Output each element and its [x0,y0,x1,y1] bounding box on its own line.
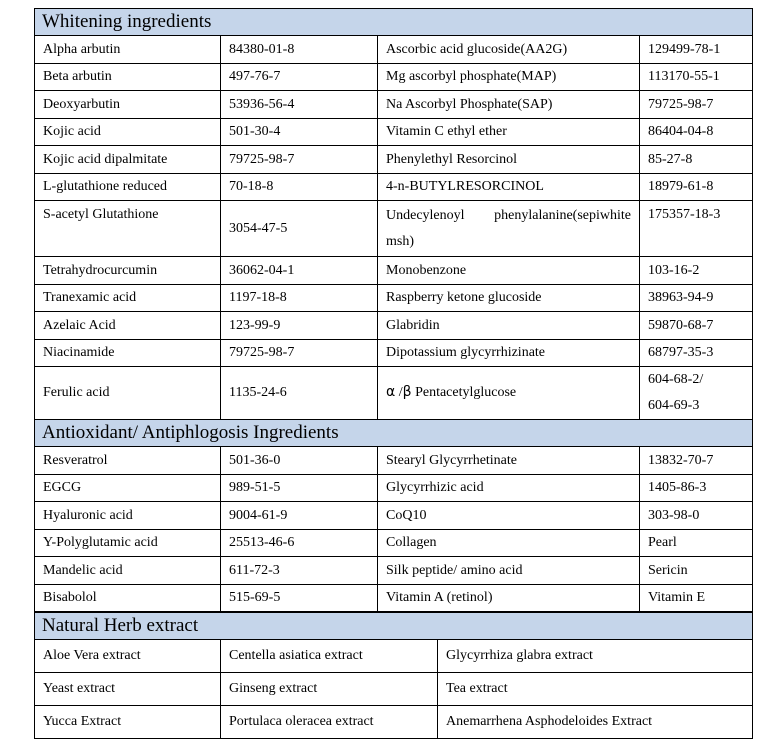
ingredient-name-text: Pentacetylglucose [411,385,517,401]
ingredient-name: Stearyl Glycyrrhetinate [378,447,640,475]
table-row [35,91,753,119]
ingredient-name: Deoxyarbutin [35,91,221,119]
ingredient-name: CoQ10 [378,502,640,530]
cas-number: 515-69-5 [221,584,378,612]
cas-number: 501-30-4 [221,118,378,146]
cas-number: 38963-94-9 [640,284,753,312]
cas-number: 79725-98-7 [640,91,753,119]
cas-number: 1197-18-8 [221,284,378,312]
herb-extract-name: Centella asiatica extract [221,640,438,673]
herb-extract-name: Ginseng extract [221,673,438,706]
cas-number: Sericin [640,557,753,585]
ingredient-name: Kojic acid [35,118,221,146]
cas-number: 611-72-3 [221,557,378,585]
cas-number: 13832-70-7 [640,447,753,475]
section-title-herb: Natural Herb extract [35,613,753,640]
cas-number: 3054-47-5 [221,201,378,257]
ingredient-name: Beta arbutin [35,63,221,91]
table-row [35,367,753,420]
herb-extract-name: Yucca Extract [35,706,221,739]
table-row [35,474,753,502]
cas-number: 1405-86-3 [640,474,753,502]
ingredient-name: Vitamin C ethyl ether [378,118,640,146]
table-row [35,447,753,475]
cas-number: 36062-04-1 [221,257,378,285]
table-row [35,118,753,146]
slash-separator: / [395,385,403,401]
section-header-whitening [35,9,753,36]
ingredient-name: Vitamin A (retinol) [378,584,640,612]
ingredient-name: Silk peptide/ amino acid [378,557,640,585]
cas-number-line: 604-69-3 [648,398,700,413]
alpha-symbol: α [386,384,396,401]
cas-number: 123-99-9 [221,312,378,340]
ingredient-name: Glabridin [378,312,640,340]
table-row [35,557,753,585]
cas-number: 85-27-8 [640,146,753,174]
ingredient-name: Raspberry ketone glucoside [378,284,640,312]
table-row [35,673,753,706]
herb-table-body [35,613,753,739]
section-title-whitening: Whitening ingredients [35,9,753,36]
table-row [35,201,753,257]
cas-number: 59870-68-7 [640,312,753,340]
ingredient-name: Collagen [378,529,640,557]
beta-symbol: β [402,384,412,401]
ingredient-name: Tetrahydrocurcumin [35,257,221,285]
ingredient-name: Dipotassium glycyrrhizinate [378,339,640,367]
ingredient-name: Ferulic acid [35,367,221,420]
table-row [35,584,753,612]
table-row [35,529,753,557]
cas-number: 175357-18-3 [640,201,753,257]
ingredient-name: Alpha arbutin [35,36,221,64]
ingredient-name: L-glutathione reduced [35,173,221,201]
cas-number: 113170-55-1 [640,63,753,91]
cas-number: 129499-78-1 [640,36,753,64]
herb-extract-name: Aloe Vera extract [35,640,221,673]
ingredients-table-body [35,9,753,612]
ingredient-name: Hyaluronic acid [35,502,221,530]
cas-number: 25513-46-6 [221,529,378,557]
cas-number: 989-51-5 [221,474,378,502]
ingredient-name: Mandelic acid [35,557,221,585]
cas-number: 84380-01-8 [221,36,378,64]
cas-number [640,367,753,420]
herb-extract-name: Portulaca oleracea extract [221,706,438,739]
ingredient-name: Azelaic Acid [35,312,221,340]
section-header-herb [35,613,753,640]
cas-number: 68797-35-3 [640,339,753,367]
ingredient-name: Resveratrol [35,447,221,475]
section-header-antioxidant [35,420,753,447]
cas-number: 70-18-8 [221,173,378,201]
table-row [35,36,753,64]
ingredient-name: 4-n-BUTYLRESORCINOL [378,173,640,201]
table-row [35,173,753,201]
ingredient-name: Ascorbic acid glucoside(AA2G) [378,36,640,64]
ingredient-name [378,367,640,420]
cas-number: 497-76-7 [221,63,378,91]
cas-number: 79725-98-7 [221,339,378,367]
ingredient-name: Phenylethyl Resorcinol [378,146,640,174]
cas-number: 86404-04-8 [640,118,753,146]
ingredient-name: Na Ascorbyl Phosphate(SAP) [378,91,640,119]
section-title-antioxidant: Antioxidant/ Antiphlogosis Ingredients [35,420,753,447]
cas-number: 303-98-0 [640,502,753,530]
cas-number: 79725-98-7 [221,146,378,174]
table-row [35,63,753,91]
ingredient-name: Monobenzone [378,257,640,285]
cas-number-line: 604-68-2/ [648,372,704,387]
herb-extract-name: Anemarrhena Asphodeloides Extract [438,706,753,739]
cas-number: 18979-61-8 [640,173,753,201]
herb-extract-name: Glycyrrhiza glabra extract [438,640,753,673]
ingredient-name: Undecylenoyl phenylalanine(sepiwhite msh) [378,201,640,257]
ingredient-name: S-acetyl Glutathione [35,201,221,257]
cas-number: 501-36-0 [221,447,378,475]
table-row [35,502,753,530]
table-row [35,640,753,673]
ingredient-name: Mg ascorbyl phosphate(MAP) [378,63,640,91]
cas-number: 53936-56-4 [221,91,378,119]
table-row [35,257,753,285]
cas-number: Pearl [640,529,753,557]
cas-number: 9004-61-9 [221,502,378,530]
cas-number: Vitamin E [640,584,753,612]
ingredients-sheet [34,8,752,739]
herb-table [34,612,753,739]
herb-extract-name: Tea extract [438,673,753,706]
table-row [35,339,753,367]
table-row [35,312,753,340]
ingredient-name: Kojic acid dipalmitate [35,146,221,174]
ingredient-name: Glycyrrhizic acid [378,474,640,502]
table-row [35,146,753,174]
herb-extract-name: Yeast extract [35,673,221,706]
cas-number: 1135-24-6 [221,367,378,420]
table-row [35,284,753,312]
cas-number: 103-16-2 [640,257,753,285]
ingredient-name: Bisabolol [35,584,221,612]
ingredient-name: Niacinamide [35,339,221,367]
table-row [35,706,753,739]
ingredient-name: EGCG [35,474,221,502]
ingredient-name: Y-Polyglutamic acid [35,529,221,557]
ingredients-table [34,8,753,612]
ingredient-name: Tranexamic acid [35,284,221,312]
